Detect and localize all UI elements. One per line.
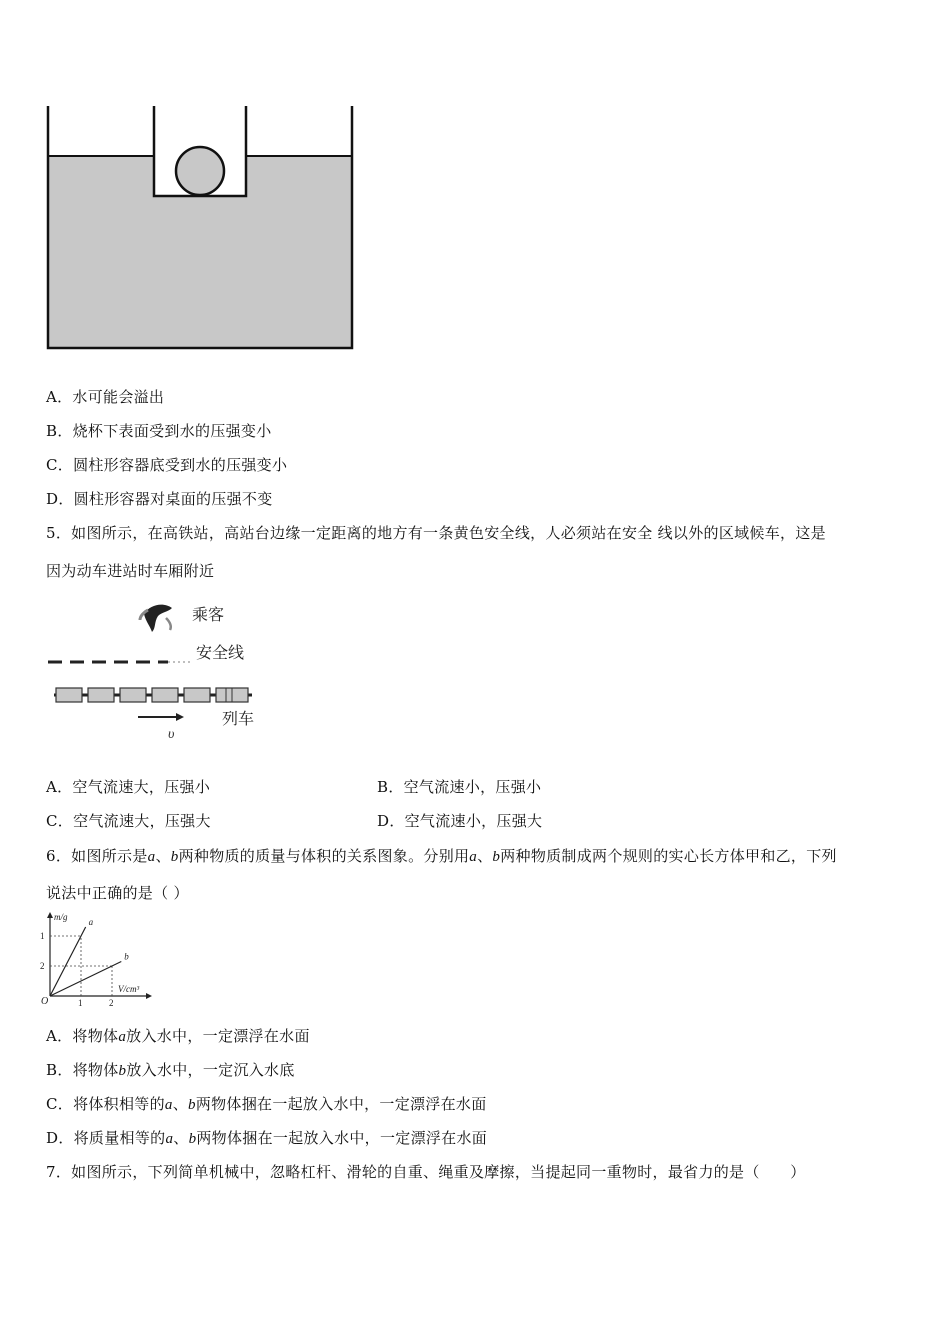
x-axis-label: V/cm³ bbox=[118, 984, 140, 994]
q5-stem-line2: 因为动车进站时车厢附近 bbox=[46, 562, 215, 580]
series-line-b bbox=[50, 962, 121, 997]
series-line-a bbox=[50, 927, 86, 996]
q6-option-b: B．将物体b放入水中，一定沉入水底 bbox=[46, 1061, 295, 1079]
container-figure bbox=[40, 100, 360, 356]
y-tick-label: 1 bbox=[40, 931, 45, 941]
q6-stem-line2: 说法中正确的是（ ） bbox=[46, 884, 189, 902]
mass-volume-chart bbox=[38, 910, 158, 1006]
series-label-b: b bbox=[124, 951, 129, 962]
ball bbox=[176, 147, 224, 195]
passenger-icon bbox=[140, 605, 172, 632]
velocity-label: υ bbox=[168, 727, 175, 742]
train-label: 列车 bbox=[222, 711, 255, 728]
q6-option-a: A．将物体a放入水中，一定漂浮在水面 bbox=[46, 1027, 310, 1045]
origin-label: O bbox=[41, 996, 49, 1006]
q4-option-c: C．圆柱形容器底受到水的压强变小 bbox=[46, 456, 288, 474]
series-label-a: a bbox=[88, 917, 94, 927]
q5-option-b: B．空气流速小，压强小 bbox=[377, 778, 542, 796]
q5-stem-line1: 5．如图所示，在高铁站，高站台边缘一定距离的地方有一条黄色安全线，人必须站在安全 线以外的区域候车，这是 bbox=[46, 524, 826, 542]
y-tick-label: 2 bbox=[40, 961, 45, 971]
q6-option-c: C．将体积相等的a、b两物体捆在一起放入水中，一定漂浮在水面 bbox=[46, 1095, 487, 1113]
q5-option-c: C．空气流速大，压强大 bbox=[46, 812, 211, 830]
q4-option-a: A．水可能会溢出 bbox=[46, 388, 165, 406]
q6-option-d: D．将质量相等的a、b两物体捆在一起放入水中，一定漂浮在水面 bbox=[46, 1129, 488, 1147]
q7-stem: 7．如图所示，下列简单机械中，忽略杠杆、滑轮的自重、绳重及摩擦，当提起同一重物时，最省力的是（ ） bbox=[46, 1163, 806, 1181]
x-tick-label: 2 bbox=[109, 998, 114, 1006]
passenger-label: 乘客 bbox=[192, 607, 225, 624]
x-tick-label: 1 bbox=[78, 998, 83, 1006]
y-axis-label: m/g bbox=[54, 912, 68, 922]
safety-line-label: 安全线 bbox=[196, 645, 245, 662]
q5-option-d: D．空气流速小，压强大 bbox=[377, 812, 543, 830]
q6-stem-line1: 6．如图所示是a、b两种物质的质量与体积的关系图象。分别用a、b两种物质制成两个规则的实心长方体甲和乙，下列 bbox=[46, 847, 837, 865]
q5-option-a: A．空气流速大，压强小 bbox=[46, 778, 211, 796]
platform-figure bbox=[40, 596, 280, 746]
train bbox=[54, 688, 252, 702]
q4-option-d: D．圆柱形容器对桌面的压强不变 bbox=[46, 490, 273, 508]
q4-option-b: B．烧杯下表面受到水的压强变小 bbox=[46, 422, 272, 440]
